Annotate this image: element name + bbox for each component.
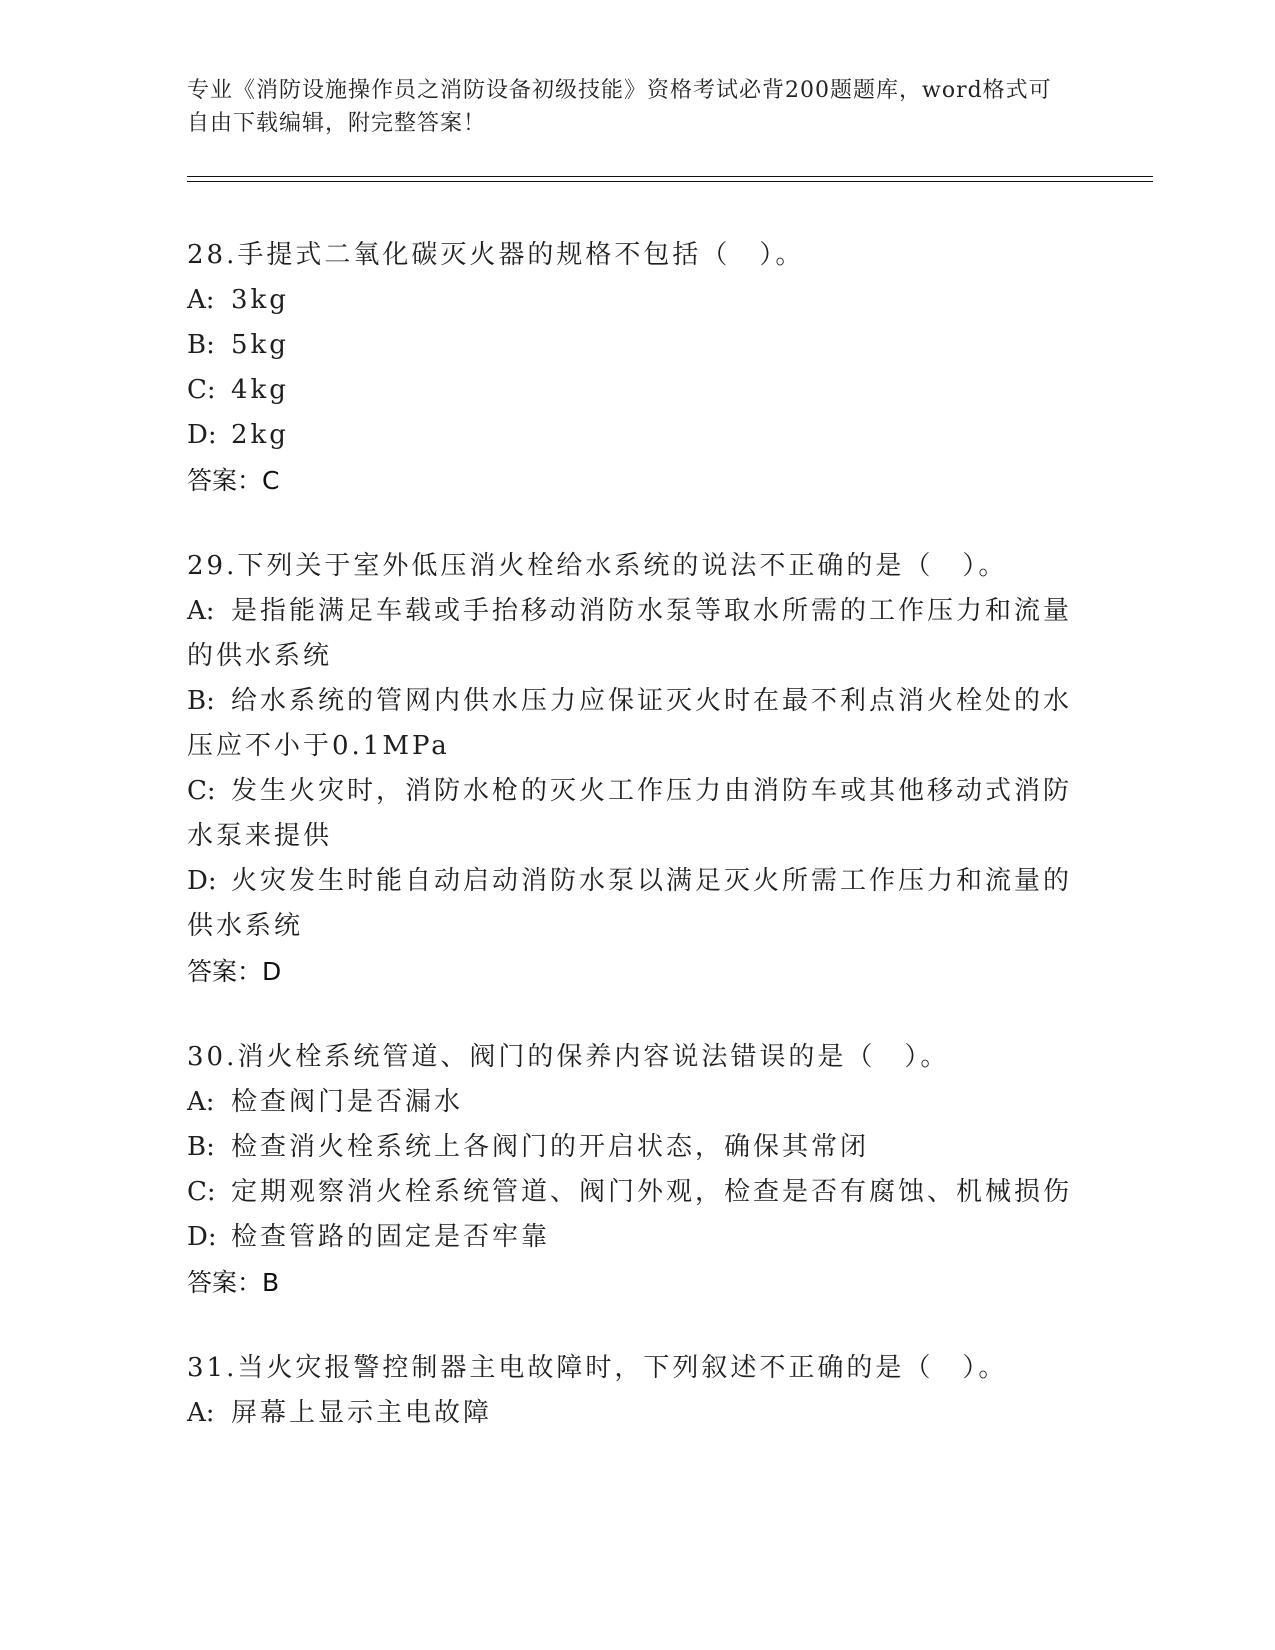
- option-text: 检查阀门是否漏水: [231, 1087, 464, 1117]
- question-30: [187, 1035, 1087, 1306]
- header-divider-bottom: [187, 181, 1153, 182]
- option-text: 火灾发生时能自动启动消防水泵以满足灭火所需工作压力和流量的供水系统: [187, 866, 1073, 941]
- option-key: D:: [187, 1222, 217, 1252]
- option-b: [187, 1125, 1087, 1170]
- option-text: 检查管路的固定是否牢靠: [231, 1222, 551, 1252]
- document-header: 专业《消防设施操作员之消防设备初级技能》资格考试必背200题题库，word格式可自由下载编辑，附完整答案！: [187, 78, 1052, 136]
- option-text: 是指能满足车载或手抬移动消防水泵等取水所需的工作压力和流量的供水系统: [187, 596, 1073, 671]
- answer-label: 答案：C: [187, 466, 280, 495]
- option-key: B:: [187, 686, 215, 716]
- question-28: [187, 233, 1087, 504]
- option-c: [187, 368, 1087, 413]
- option-text: 2kg: [231, 420, 289, 450]
- option-text: 检查消火栓系统上各阀门的开启状态，确保其常闭: [231, 1132, 870, 1162]
- option-b: [187, 323, 1087, 368]
- answer-label: 答案：B: [187, 1268, 280, 1297]
- option-a: [187, 1080, 1087, 1125]
- option-text: 定期观察消火栓系统管道、阀门外观，检查是否有腐蚀、机械损伤: [231, 1177, 1073, 1207]
- option-key: B:: [187, 1132, 215, 1162]
- question-stem: 31.当火灾报警控制器主电故障时，下列叙述不正确的是（ ）。: [187, 1353, 1008, 1383]
- option-text: 3kg: [231, 285, 289, 315]
- question-stem: 30.消火栓系统管道、阀门的保养内容说法错误的是（ ）。: [187, 1042, 950, 1072]
- option-text: 给水系统的管网内供水压力应保证灭火时在最不利点消火栓处的水压应不小于0.1MPa: [187, 686, 1073, 761]
- question-31: [187, 1346, 1087, 1436]
- option-key: C:: [187, 776, 216, 806]
- option-text: 屏幕上显示主电故障: [231, 1398, 493, 1428]
- option-key: A:: [187, 596, 215, 626]
- question-stem: 28.手提式二氧化碳灭火器的规格不包括（ ）。: [187, 240, 805, 270]
- option-c: [187, 769, 1087, 859]
- option-a: [187, 589, 1087, 679]
- question-29: [187, 544, 1087, 995]
- option-key: A:: [187, 1398, 215, 1428]
- option-text: 5kg: [231, 330, 289, 360]
- option-key: D:: [187, 866, 217, 896]
- header-divider-top: [187, 176, 1153, 177]
- option-b: [187, 679, 1087, 769]
- option-key: A:: [187, 1087, 215, 1117]
- question-stem: 29.下列关于室外低压消火栓给水系统的说法不正确的是（ ）。: [187, 551, 1008, 581]
- option-d: [187, 1215, 1087, 1260]
- option-a: [187, 1391, 1087, 1436]
- question-list: [187, 233, 1087, 1476]
- option-key: B:: [187, 330, 215, 360]
- option-c: [187, 1170, 1087, 1215]
- option-text: 4kg: [231, 375, 289, 405]
- option-a: [187, 278, 1087, 323]
- option-key: C:: [187, 1177, 216, 1207]
- option-key: A:: [187, 285, 215, 315]
- option-d: [187, 413, 1087, 458]
- option-key: D:: [187, 420, 217, 450]
- option-text: 发生火灾时，消防水枪的灭火工作压力由消防车或其他移动式消防水泵来提供: [187, 776, 1073, 851]
- option-d: [187, 859, 1087, 949]
- answer-label: 答案：D: [187, 957, 282, 986]
- option-key: C:: [187, 375, 216, 405]
